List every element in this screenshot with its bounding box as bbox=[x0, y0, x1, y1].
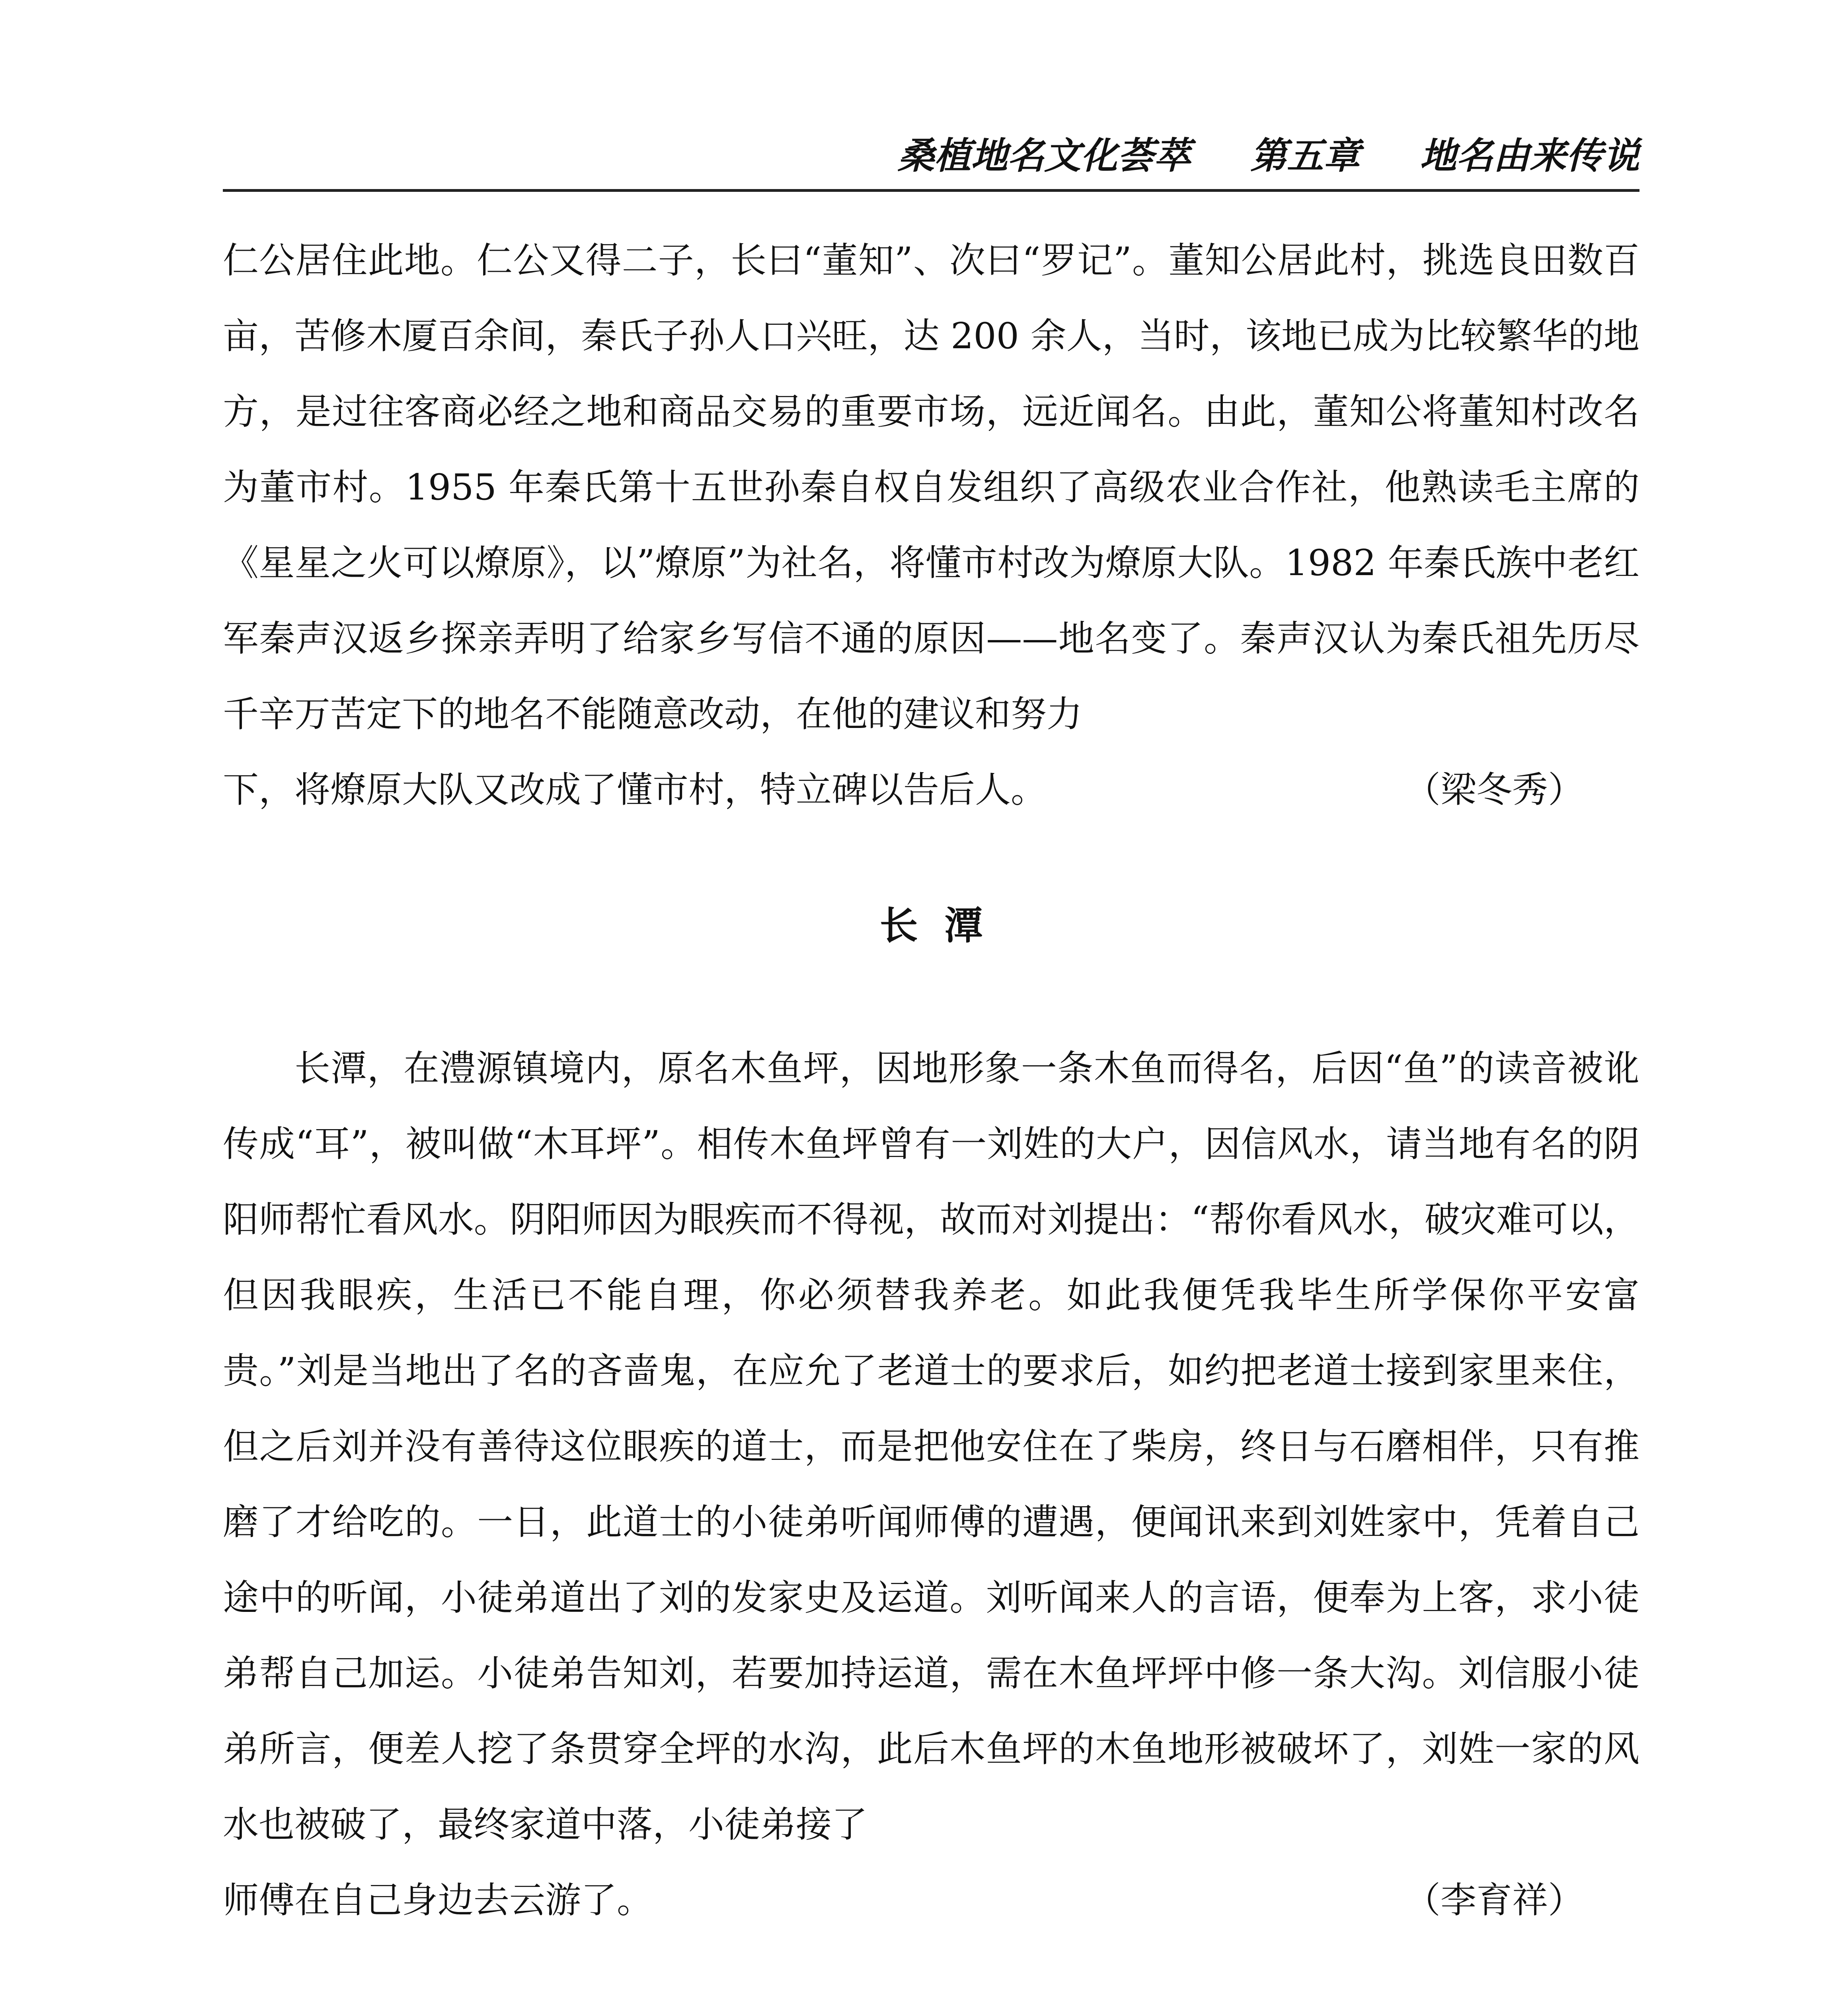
changtan-closing-line bbox=[223, 1863, 1639, 1938]
header-rule bbox=[223, 189, 1639, 192]
changtan-author: （李育祥） bbox=[1405, 1879, 1584, 1921]
continued-paragraph: 仁公居住此地。仁公又得二子，长曰“董知”、次曰“罗记”。董知公居此村，挑选良田数百亩，苦修木厦百余间，秦氏子孙人口兴旺，达 200 余人，当时，该地已成为比较繁华的地方，是过往客商必经之地和商品交易的重要市场，远近闻名。由此，董知公将董知村改名为董市村。1955 年秦氏第十五世孙秦自权自发组织了高级农业合作社，他熟读毛主席的《星星之火可以燎原》，以”燎原”为社名，将懂市村改为燎原大队。1982 年秦氏族中老红军秦声汉返乡探亲弄明了给家乡写信不通的原因——地名变了。秦声汉认为秦氏祖先历尽千辛万苦定下的地名不能随意改动，在他的建议和努力 bbox=[223, 240, 1639, 735]
chapter-title: 地名由来传说 bbox=[1419, 134, 1639, 177]
continued-author: （梁冬秀） bbox=[1405, 769, 1584, 811]
changtan-paragraph: 长潭，在澧源镇境内，原名木鱼坪，因地形象一条木鱼而得名，后因“鱼”的读音被讹传成“耳”，被叫做“木耳坪”。相传木鱼坪曾有一刘姓的大户，因信风水，请当地有名的阴阳师帮忙看风水。阴阳师因为眼疾而不得视，故而对刘提出：“帮你看风水，破灾难可以，但因我眼疾，生活已不能自理，你必须替我养老。如此我便凭我毕生所学保你平安富贵。”刘是当地出了名的吝啬鬼，在应允了老道士的要求后，如约把老道士接到家里来住，但之后刘并没有善待这位眼疾的道士，而是把他安住在了柴房，终日与石磨相伴，只有推磨了才给吃的。一日，此道士的小徒弟听闻师傅的遭遇，便闻讯来到刘姓家中，凭着自己途中的听闻，小徒弟道出了刘的发家史及运道。刘听闻来人的言语，便奉为上客，求小徒弟帮自己加运。小徒弟告知刘，若要加持运道，需在木鱼坪坪中修一条大沟。刘信服小徒弟所言，便差人挖了条贯穿全坪的水沟，此后木鱼坪的木鱼地形被破坏了，刘姓一家的风水也被破了，最终家道中落，小徒弟接了 bbox=[223, 1048, 1639, 1846]
section-title-changtan: 长 潭 bbox=[879, 903, 983, 948]
continued-story bbox=[223, 223, 1639, 828]
changtan-closing-text: 师傅在自己身边去云游了。 bbox=[223, 1879, 653, 1921]
chapter-number: 第五章 bbox=[1250, 134, 1360, 177]
continued-closing-text: 下，将燎原大队又改成了懂市村，特立碑以告后人。 bbox=[223, 769, 1047, 811]
running-header bbox=[875, 131, 1639, 179]
section-changtan bbox=[223, 1031, 1639, 1938]
continued-closing-line bbox=[223, 752, 1639, 828]
section-title-xiniutan bbox=[223, 1986, 1639, 1990]
book-title: 桑植地名文化荟萃 bbox=[897, 134, 1191, 177]
